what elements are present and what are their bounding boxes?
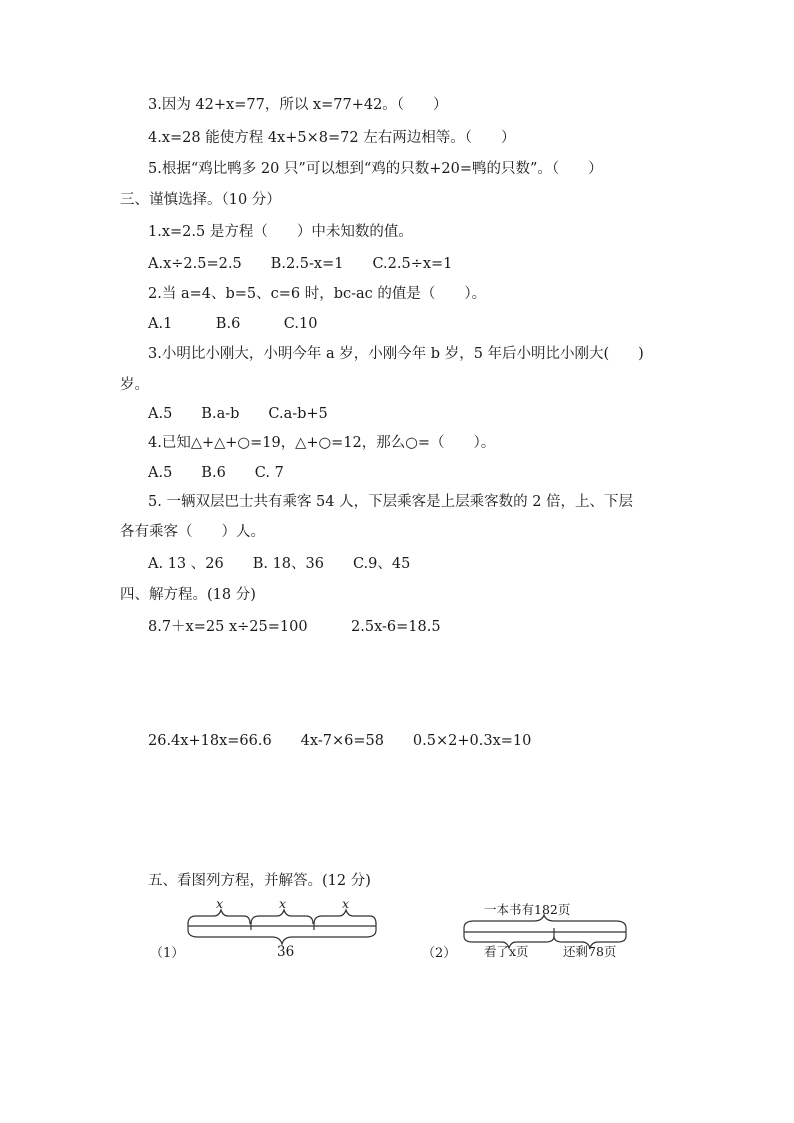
choice-question-4: 4.已知△+△+○=19，△+○=12，那么○=（ ）。 [148,435,496,451]
choice-question-2-options: A.1 B.6 C.10 [148,316,318,332]
choice-question-1: 1.x=2.5 是方程（ ）中未知数的值。 [148,224,413,240]
figure-1-label: （1） [150,946,185,961]
choice-question-5-line-2: 各有乘客（ ）人。 [120,524,265,540]
equations-row-1: 8.7＋x=25 x÷25=100 2.5x-6=18.5 [148,619,441,635]
figure-2-label: （2） [422,946,457,961]
true-false-question-4: 4.x=28 能使方程 4x+5×8=72 左右两边相等。（ ） [148,130,516,146]
equations-row-2: 26.4x+18x=66.6 4x-7×6=58 0.5×2+0.3x=10 [148,733,532,749]
choice-question-3-line-2: 岁。 [120,377,149,393]
figure-1-total: 36 [277,944,295,960]
figure-2-left-label: 还剩78页 [563,944,617,959]
figure-1-segment-label-3: x [342,896,350,911]
choice-question-3-options: A.5 B.a-b C.a-b+5 [148,406,328,422]
choice-question-2: 2.当 a=4、b=5、c=6 时，bc-ac 的值是（ ）。 [148,286,487,302]
choice-question-5-line-1: 5. 一辆双层巴士共有乘客 54 人，下层乘客是上层乘客数的 2 倍，上、下层 [148,494,634,510]
figure-1-segment-label-2: x [279,896,287,911]
figure-2-read-label: 看了x页 [484,944,529,959]
section-4-title: 四、解方程。(18 分) [120,587,256,603]
choice-question-1-options: A.x÷2.5=2.5 B.2.5-x=1 C.2.5÷x=1 [148,256,453,272]
figure-1-segment-label-1: x [216,896,224,911]
section-5-title: 五、看图列方程，并解答。(12 分) [148,873,371,889]
true-false-question-5: 5.根据“鸡比鸭多 20 只”可以想到“鸡的只数+20=鸭的只数”。（ ） [148,161,603,177]
choice-question-5-options: A. 13 、26 B. 18、36 C.9、45 [148,556,411,572]
figure-2-total-label: 一本书有182页 [484,902,571,917]
choice-question-3-line-1: 3.小明比小刚大，小明今年 a 岁，小刚今年 b 岁，5 年后小明比小刚大( ) [148,346,644,362]
section-3-title: 三、谨慎选择。（10 分） [120,192,281,208]
true-false-question-3: 3.因为 42+x=77，所以 x=77+42。（ ） [148,97,448,113]
choice-question-4-options: A.5 B.6 C. 7 [148,465,284,481]
